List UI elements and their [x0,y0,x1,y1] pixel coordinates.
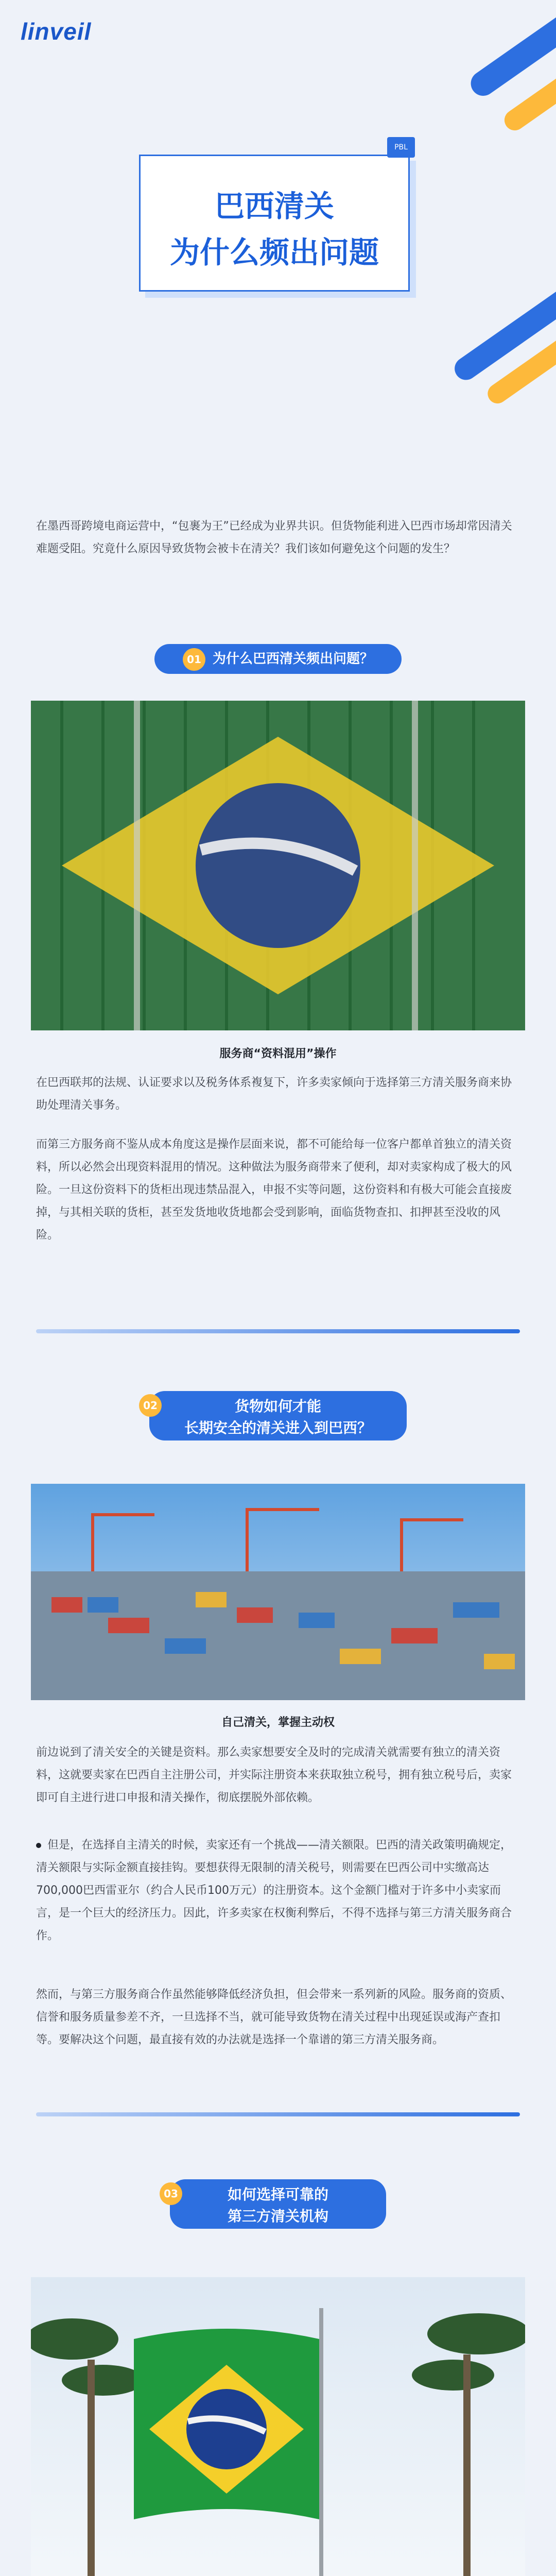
section3-pill [170,2179,386,2229]
section3-number: 03 [160,2182,182,2205]
section3-image-brazil-flag-palms [31,2277,525,2576]
section1-p1-text: 在巴西联邦的法规、认证要求以及税务体系複复下，许多卖家倾向于选择第三方清关服务商来协助处理清关事务。 [36,1076,512,1112]
hero-badge: PBL [387,137,415,158]
section2-paragraph-2: 然而，与第三方服务商合作虽然能够降低经济负担，但会带来一系列新的风险。服务商的资质、信誉和服务质量参差不齐，一旦选择不当，就可能导致货物在清关过程中出现延误或海产查扣等。要解决这个问题，最直接有效的办法就是选择一个靠谱的第三方清关服务商。 [36,1988,512,2046]
section2-title-line1: 货物如何才能 [234,1398,321,1415]
section1-title: 为什么巴西清关频出问题？ [212,651,373,667]
section2-bullet [36,1834,520,1947]
section2-title-line2: 长期安全的清关进入到巴西？ [184,1419,372,1436]
bullet-dot [36,1843,41,1848]
section2-paragraph-1: 前边说到了清关安全的关键是资料。那么卖家想要安全及时的完成清关就需要有独立的清关资料，这就要卖家在巴西自主注册公司，并实际注册资本来获取独立税号，拥有独立税号后，卖家即可自主进行进口申报和清关操作，彻底摆脱外部依赖。 [36,1746,512,1804]
section2-pill [149,1391,407,1440]
section1-image-brazil-flag-containers [31,701,525,1030]
hero-section [0,0,556,464]
section2-divider [36,2112,520,2116]
hero-title-card [139,155,410,292]
intro-paragraph: 在墨西哥跨境电商运营中，“包裹为王”已经成为业界共识。但货物能利进入巴西市场却常因清关难题受阻。究竟什么原因导致货物会被卡在清关？我们该如何避免这个问题的发生？ [36,520,512,555]
section1-image-caption: 服务商“资料混用”操作 [219,1047,337,1060]
section2-image-caption: 自己清关，掌握主动权 [221,1716,335,1729]
hero-title-line2: 为什么频出问题 [169,235,379,270]
hero-title-line1: 巴西清关 [214,189,334,224]
section1-pill [154,644,402,674]
section1-paragraph-1 [36,1072,520,1117]
section1-number: 01 [183,648,205,671]
section2-bullet-text: 但是，在选择自主清关的时候，卖家还有一个挑战——清关额限。巴西的清关政策明确规定，清关额限与实际金额直接挂钩。要想获得无限制的清关税号，则需要在巴西公司中实缴高达700,000巴西雷亚尔（约合人民币100万元）的注册资本。这个金额门槛对于许多中小卖家而言，是一个巨大的经济压力。因此，许多卖家在权衡利弊后，不得不选择与第三方清关服务商合作。 [36,1839,512,1942]
section3-title-line2: 第三方清关机构 [227,2208,328,2225]
section2-number: 02 [139,1394,162,1417]
section2-image-container-port [31,1484,525,1700]
section1-paragraph-2: 而第三方服务商不鉴从成本角度这是操作层面来说，都不可能给每一位客户都单首独立的清关资料，所以必然会出现资料混用的情况。这种做法为服务商带来了便利，却对卖家构成了极大的风险。一旦这份资料下的货柜出现违禁品混入，申报不实等问题，这份资料和有极大可能会直接废掉，与其相关联的货柜，甚至发货地收货地都会受到影响，面临货物查扣、扣押甚至没收的风险。 [36,1138,512,1242]
brand-logo: linveil [21,18,92,45]
section1-divider [36,1329,520,1333]
section3-title-line1: 如何选择可靠的 [227,2186,328,2203]
hero-stripe-blue [466,0,556,100]
